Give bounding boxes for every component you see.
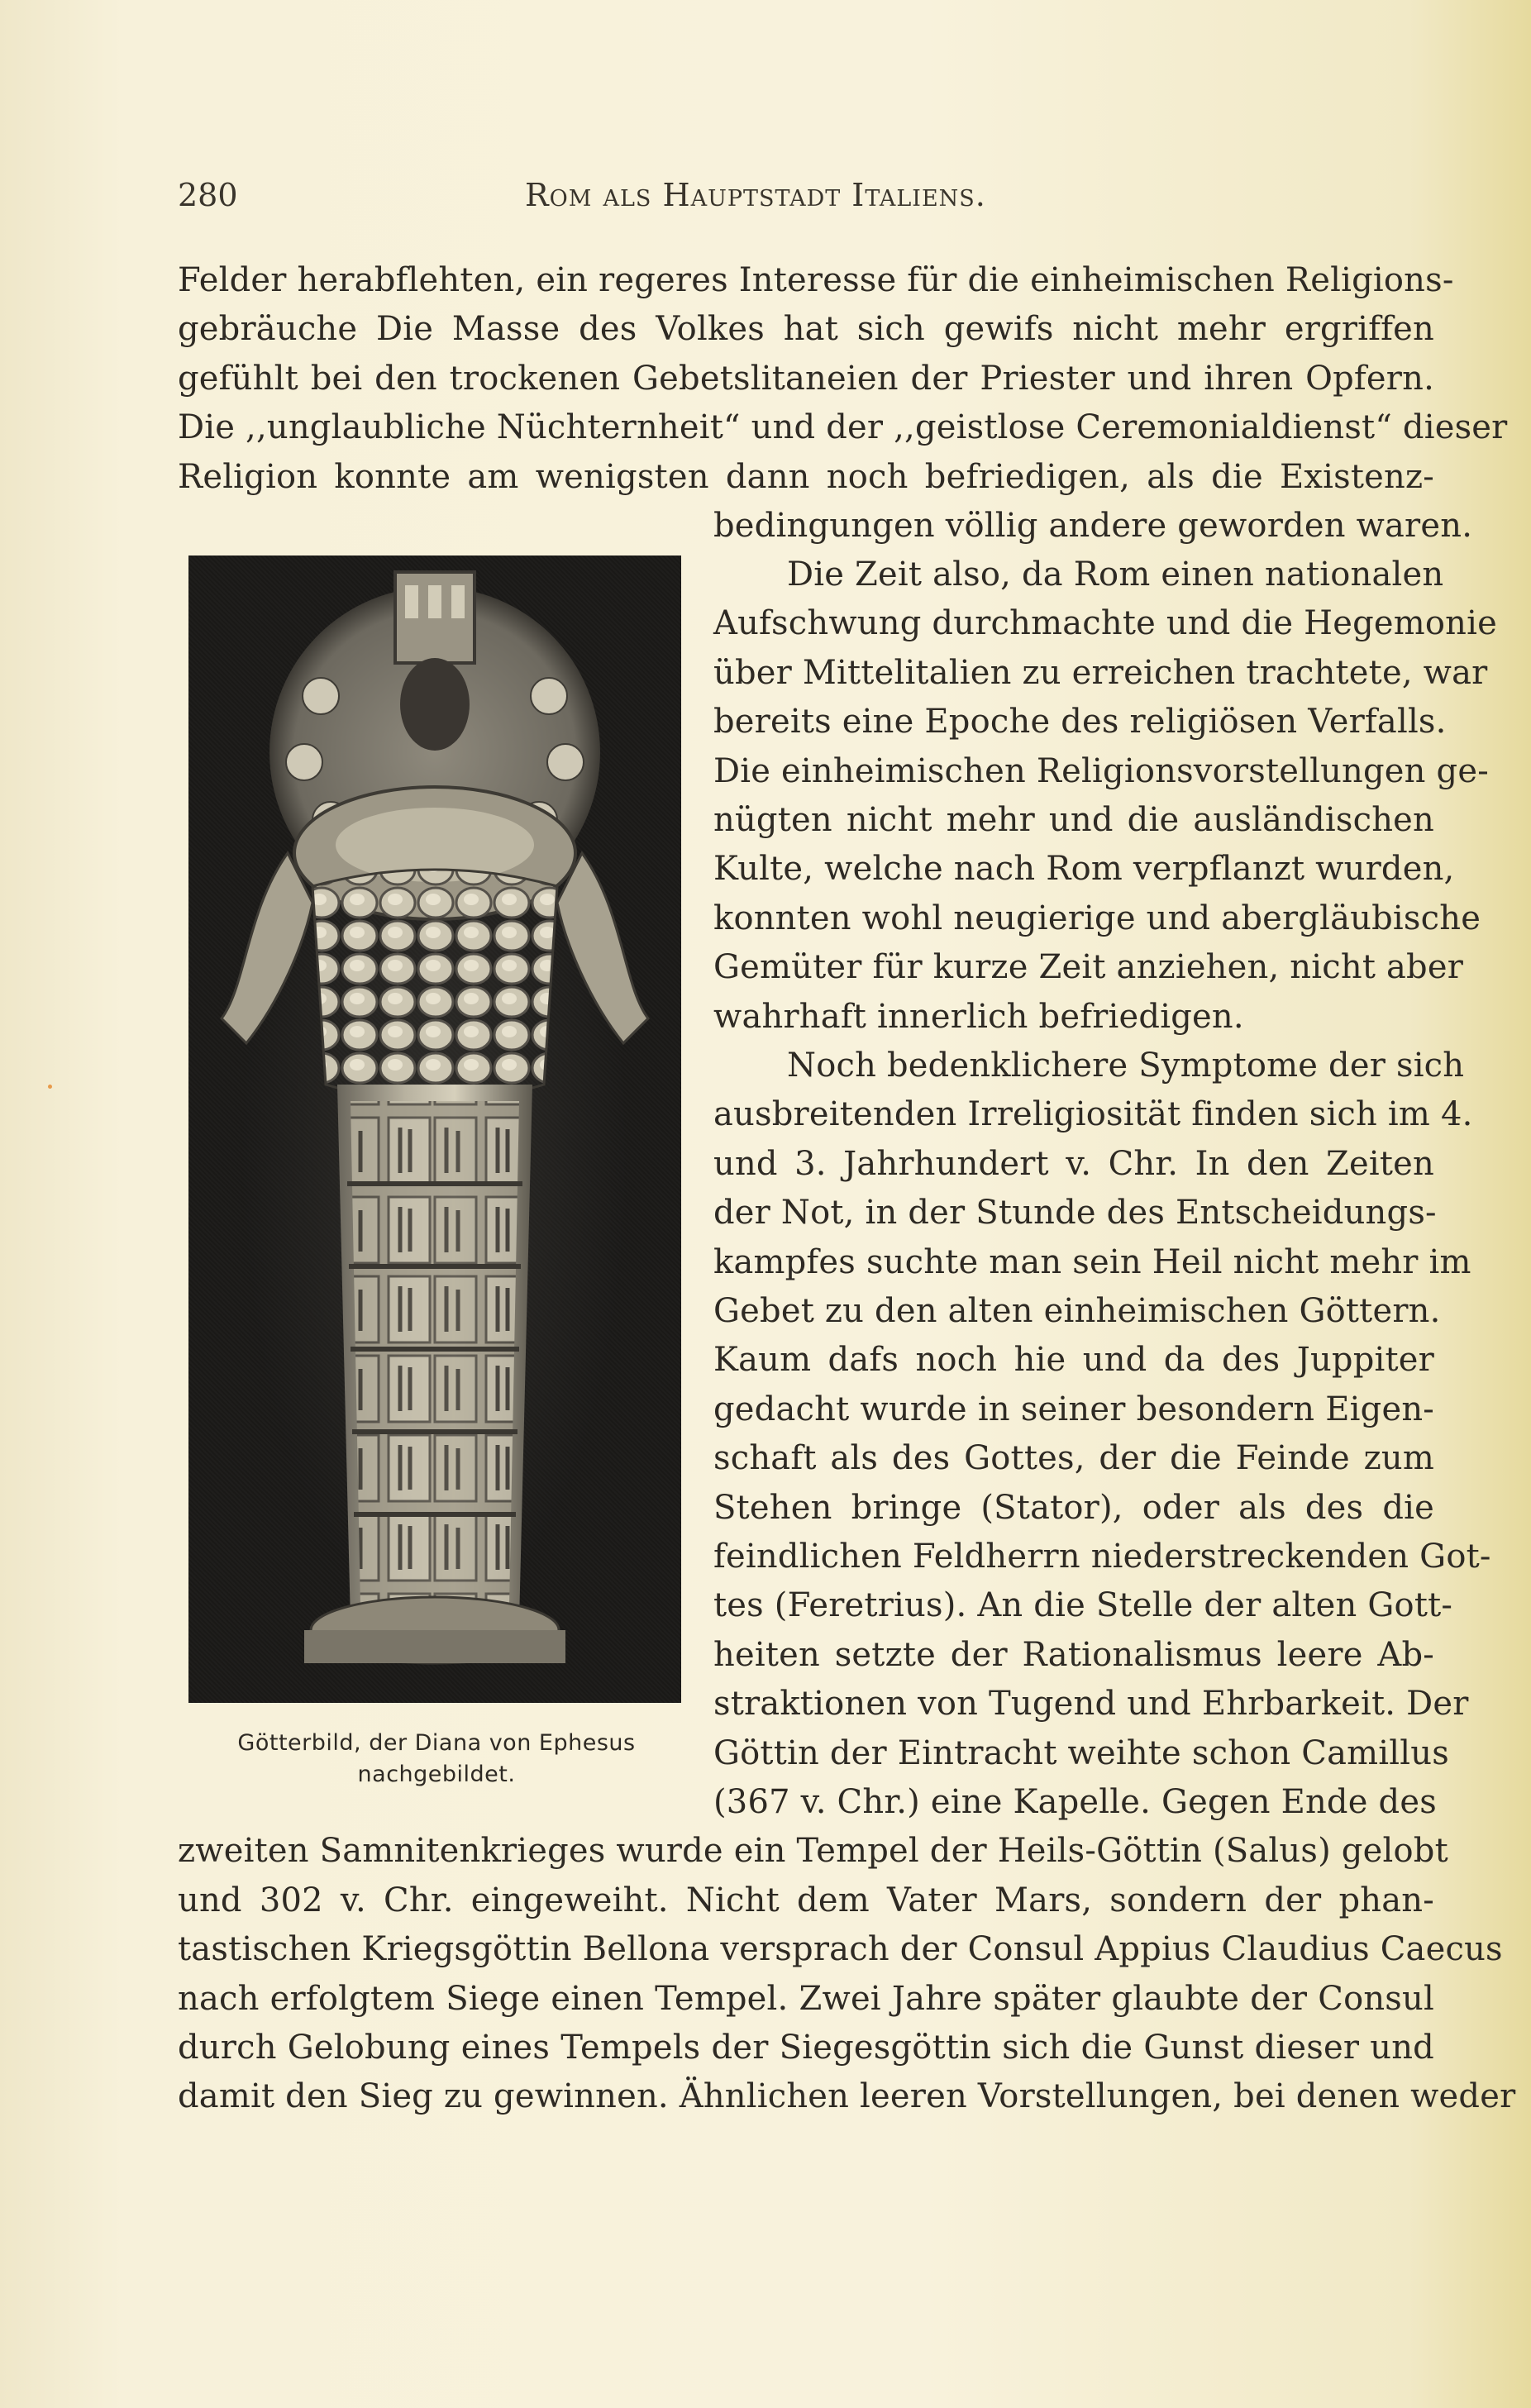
text-line: und 302 v. Chr. eingeweiht. Nicht dem Vater Mars, sondern der phan-	[178, 1881, 1434, 1919]
page-number: 280	[178, 177, 238, 213]
text-line: Kulte, welche nach Rom verpflanzt wurden,	[713, 850, 1455, 888]
text-line: bereits eine Epoche des religiösen Verfalls.	[713, 703, 1447, 741]
text-line: Gebet zu den alten einheimischen Göttern.	[713, 1292, 1441, 1330]
text-line: Die Zeit also, da Rom einen nationalen	[787, 556, 1444, 594]
figure-caption-line: Götterbild, der Diana von Ephesus	[237, 1730, 636, 1756]
text-line: zweiten Samnitenkrieges wurde ein Tempel der Heils-Göttin (Salus) gelobt	[178, 1832, 1448, 1870]
running-head: Rom als Hauptstadt Italiens.	[525, 177, 986, 213]
text-line: Religion konnte am wenigsten dann noch befriedigen, als die Existenz-	[178, 458, 1434, 496]
page-header	[178, 177, 1434, 218]
text-line: der Not, in der Stunde des Entscheidungs-	[713, 1194, 1437, 1232]
text-line: durch Gelobung eines Tempels der Siegesgöttin sich die Gunst dieser und	[178, 2029, 1434, 2067]
text-line: (367 v. Chr.) eine Kapelle. Gegen Ende des	[713, 1783, 1437, 1821]
statue-icon	[188, 556, 681, 1703]
text-line: heiten setzte der Rationalismus leere Ab-	[713, 1636, 1434, 1674]
text-line: schaft als des Gottes, der die Feinde zum	[713, 1439, 1434, 1477]
text-line: nügten nicht mehr und die ausländischen	[713, 801, 1434, 839]
text-line: bedingungen völlig andere geworden waren.	[713, 507, 1473, 545]
text-line: tastischen Kriegsgöttin Bellona versprach der Consul Appius Claudius Caecus	[178, 1930, 1503, 1968]
text-line: Die einheimischen Religionsvorstellungen ge-	[713, 752, 1489, 790]
text-line: und 3. Jahrhundert v. Chr. In den Zeiten	[713, 1145, 1434, 1183]
text-line: Felder herabflehten, ein regeres Interesse für die einheimischen Religions-	[178, 261, 1454, 299]
text-line: nach erfolgtem Siege einen Tempel. Zwei Jahre später glaubte der Consul	[178, 1980, 1434, 2018]
text-line: damit den Sieg zu gewinnen. Ähnlichen leeren Vorstellungen, bei denen weder	[178, 2077, 1516, 2115]
text-line: ausbreitenden Irreligiosität finden sich im 4.	[713, 1095, 1473, 1133]
text-line: straktionen von Tugend und Ehrbarkeit. Der	[713, 1685, 1469, 1723]
text-line: Aufschwung durchmachte und die Hegemonie	[713, 604, 1497, 642]
text-line: Die ,,unglaubliche Nüchternheit“ und der ,,geistlose Ceremonialdienst“ dieser	[178, 408, 1508, 446]
text-line: konnten wohl neugierige und abergläubische	[713, 899, 1481, 937]
text-line: wahrhaft innerlich befriedigen.	[713, 998, 1244, 1036]
text-line: über Mittelitalien zu erreichen trachtete, war	[713, 654, 1488, 692]
text-line: Kaum dafs noch hie und da des Juppiter	[713, 1341, 1434, 1379]
text-line: kampfes suchte man sein Heil nicht mehr im	[713, 1243, 1471, 1281]
text-line: Gemüter für kurze Zeit anziehen, nicht aber	[713, 948, 1464, 986]
text-line: gedacht wurde in seiner besondern Eigen-	[713, 1390, 1434, 1428]
statue-photograph	[188, 556, 681, 1703]
text-line: tes (Feretrius). An die Stelle der alten Gott-	[713, 1586, 1453, 1624]
text-line: Göttin der Eintracht weihte schon Camillus	[713, 1734, 1449, 1772]
text-line: Noch bedenklichere Symptome der sich	[787, 1047, 1465, 1085]
paper-speck	[48, 1085, 52, 1089]
text-line: gebräuche Die Masse des Volkes hat sich gewifs nicht mehr ergriffen	[178, 310, 1434, 348]
text-line: gefühlt bei den trockenen Gebetslitaneien der Priester und ihren Opfern.	[178, 360, 1434, 398]
text-line: Stehen bringe (Stator), oder als des die	[713, 1489, 1434, 1527]
figure-caption-line: nachgebildet.	[357, 1762, 516, 1787]
text-line: feindlichen Feldherrn niederstreckenden Got-	[713, 1538, 1491, 1576]
